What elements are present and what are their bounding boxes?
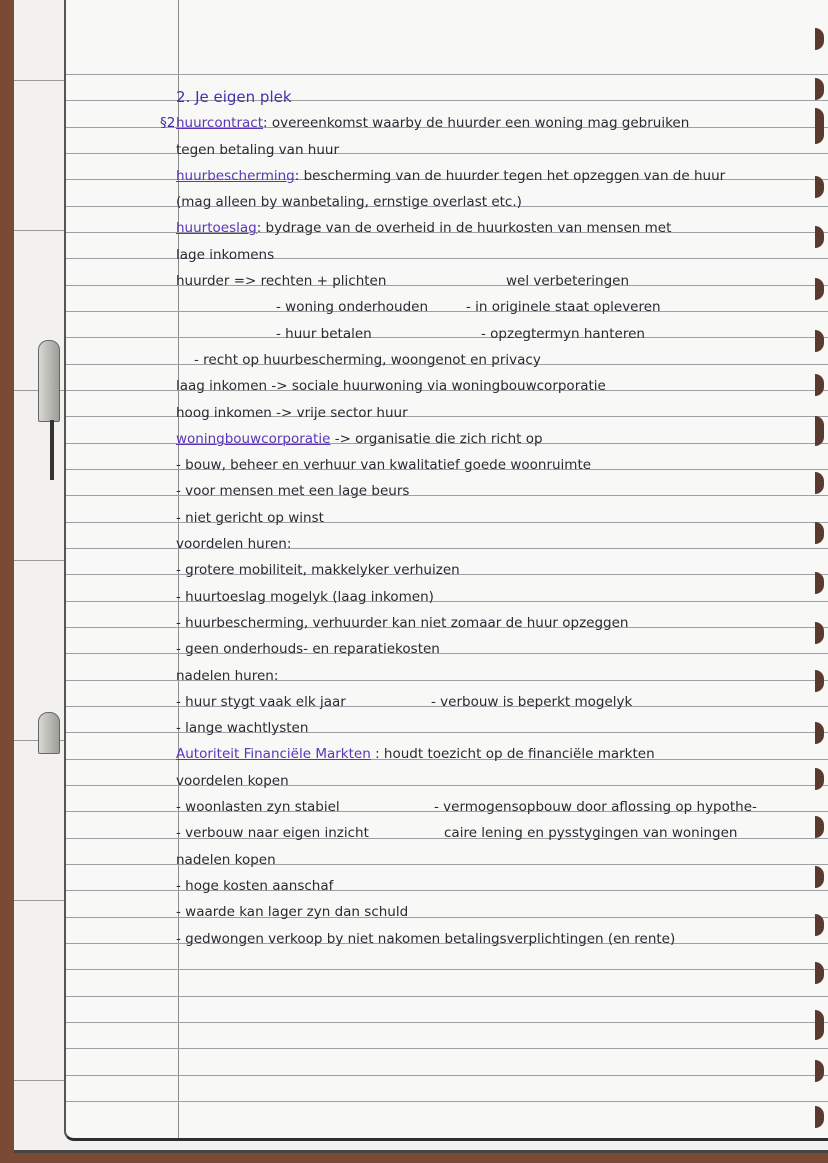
punch-hole [815, 670, 824, 692]
note-line [176, 400, 806, 426]
note-text: - hoge kosten aanschaf [176, 877, 334, 894]
punch-hole [815, 278, 824, 300]
note-line [176, 294, 806, 320]
punch-hole [815, 522, 824, 544]
punch-hole [815, 416, 824, 446]
note-text: - huur betalen [276, 325, 372, 342]
ruled-line [66, 969, 828, 970]
punch-hole [815, 572, 824, 594]
handwritten-notes [160, 84, 806, 952]
definition-text: tegen betaling van huur [176, 141, 340, 158]
punch-hole [815, 28, 824, 50]
note-text: - huur stygt vaak elk jaar [176, 693, 346, 710]
punch-hole [815, 622, 824, 644]
ruled-line [66, 1075, 828, 1076]
note-text: - verbouw naar eigen inzicht [176, 825, 369, 842]
punch-hole [815, 768, 824, 790]
subheading-nadelen-kopen [176, 847, 806, 873]
note-text: - niet gericht op winst [176, 509, 324, 526]
ruled-line [66, 74, 828, 75]
note-line [176, 373, 806, 399]
note-text-right: - in originele staat opleveren [466, 299, 661, 316]
note-line [176, 163, 806, 189]
note-line [176, 584, 806, 610]
binder-clip-top [38, 340, 60, 422]
punch-hole [815, 226, 824, 248]
term-woningbouwcorporatie: woningbouwcorporatie [176, 430, 331, 447]
note-line [176, 137, 806, 163]
note-text: - waarde kan lager zyn dan schuld [176, 904, 409, 921]
note-text: - voor mensen met een lage beurs [176, 483, 410, 500]
note-text-right: - verbouw is beperkt mogelyk [431, 693, 633, 710]
punch-hole [815, 374, 824, 396]
note-text-right: caire lening en pysstygingen van woningen [444, 825, 738, 842]
punch-hole [815, 1010, 824, 1040]
subheading-voordelen-huren [176, 531, 806, 557]
note-text: - huurbescherming, verhuurder kan niet zomaar de huur opzeggen [176, 614, 629, 631]
punch-hole [815, 176, 824, 198]
section-marker: §2 [160, 115, 176, 132]
note-line [176, 926, 806, 952]
punch-hole [815, 914, 824, 936]
chapter-title: 2. Je eigen plek [176, 88, 292, 106]
note-line [176, 452, 806, 478]
note-text-right: - vermogensopbouw door aflossing op hypothe- [434, 799, 757, 816]
ruled-line [66, 1022, 828, 1023]
note-text-right: wel verbeteringen [506, 273, 629, 290]
note-text: - huurtoeslag mogelyk (laag inkomen) [176, 588, 434, 605]
note-line [176, 794, 806, 820]
definition-text: : bydrage van de overheid in de huurkosten van mensen met [256, 220, 672, 237]
term-huurbescherming: huurbescherming [176, 167, 295, 184]
note-line [176, 741, 806, 767]
note-text: - woning onderhouden [276, 299, 428, 316]
term-huurtoeslag: huurtoeslag [176, 220, 257, 237]
subheading-nadelen-huren [176, 663, 806, 689]
note-text: voordelen kopen [176, 772, 289, 789]
definition-text: : overeenkomst waarby de huurder een woning mag gebruiken [263, 115, 690, 132]
note-text: nadelen huren: [176, 667, 279, 684]
note-line [160, 110, 806, 136]
punch-hole [815, 330, 824, 352]
note-text: - grotere mobiliteit, makkelyker verhuizen [176, 562, 460, 579]
note-line [176, 347, 806, 373]
ruled-line [66, 1048, 828, 1049]
note-text-right: - opzegtermyn hanteren [481, 325, 645, 342]
note-line [176, 215, 806, 241]
ruled-line [66, 996, 828, 997]
punch-hole [815, 722, 824, 744]
note-line [176, 189, 806, 215]
note-line [176, 636, 806, 662]
note-text: - lange wachtlysten [176, 720, 309, 737]
note-text: laag inkomen -> sociale huurwoning via woningbouwcorporatie [176, 378, 606, 395]
punch-hole [815, 108, 824, 144]
note-line [176, 505, 806, 531]
definition-text: -> organisatie die zich richt op [330, 430, 543, 447]
punch-hole [815, 1106, 824, 1128]
note-line [176, 268, 806, 294]
definition-text: : bescherming van de huurder tegen het opzeggen van de huur [294, 167, 726, 184]
note-text: - bouw, beheer en verhuur van kwalitatief goede woonruimte [176, 457, 592, 474]
ruled-line [66, 1101, 828, 1102]
note-text: - recht op huurbescherming, woongenot en privacy [194, 351, 541, 368]
note-text: nadelen kopen [176, 851, 276, 868]
punch-hole [815, 472, 824, 494]
note-line [176, 873, 806, 899]
note-text: - geen onderhouds- en reparatiekosten [176, 641, 440, 658]
note-text: - gedwongen verkoop by niet nakomen betalingsverplichtingen (en rente) [176, 930, 676, 947]
note-text: - woonlasten zyn stabiel [176, 799, 340, 816]
term-huurcontract: huurcontract [176, 115, 263, 132]
note-line [176, 899, 806, 925]
definition-text: (mag alleen by wanbetaling, ernstige overlast etc.) [176, 194, 522, 211]
note-line [176, 715, 806, 741]
punch-hole [815, 962, 824, 984]
subheading-voordelen-kopen [176, 768, 806, 794]
binder-clip-stem [50, 420, 54, 480]
note-line [176, 242, 806, 268]
definition-text: lage inkomens [176, 246, 275, 263]
note-line [176, 820, 806, 846]
term-afm: Autoriteit Financiële Markten [176, 746, 371, 763]
note-line [176, 610, 806, 636]
note-line [176, 557, 806, 583]
definition-text: : houdt toezicht op de financiële markten [370, 746, 655, 763]
punch-hole [815, 78, 824, 100]
note-text: voordelen huren: [176, 536, 292, 553]
punch-hole [815, 1060, 824, 1082]
binder-clip-bottom [38, 712, 60, 754]
note-text: huurder => rechten + plichten [176, 273, 387, 290]
note-text: hoog inkomen -> vrije sector huur [176, 404, 408, 421]
punch-hole [815, 866, 824, 888]
note-line [176, 426, 806, 452]
note-line [176, 321, 806, 347]
punch-hole [815, 816, 824, 838]
note-line [176, 689, 806, 715]
note-line [176, 478, 806, 504]
